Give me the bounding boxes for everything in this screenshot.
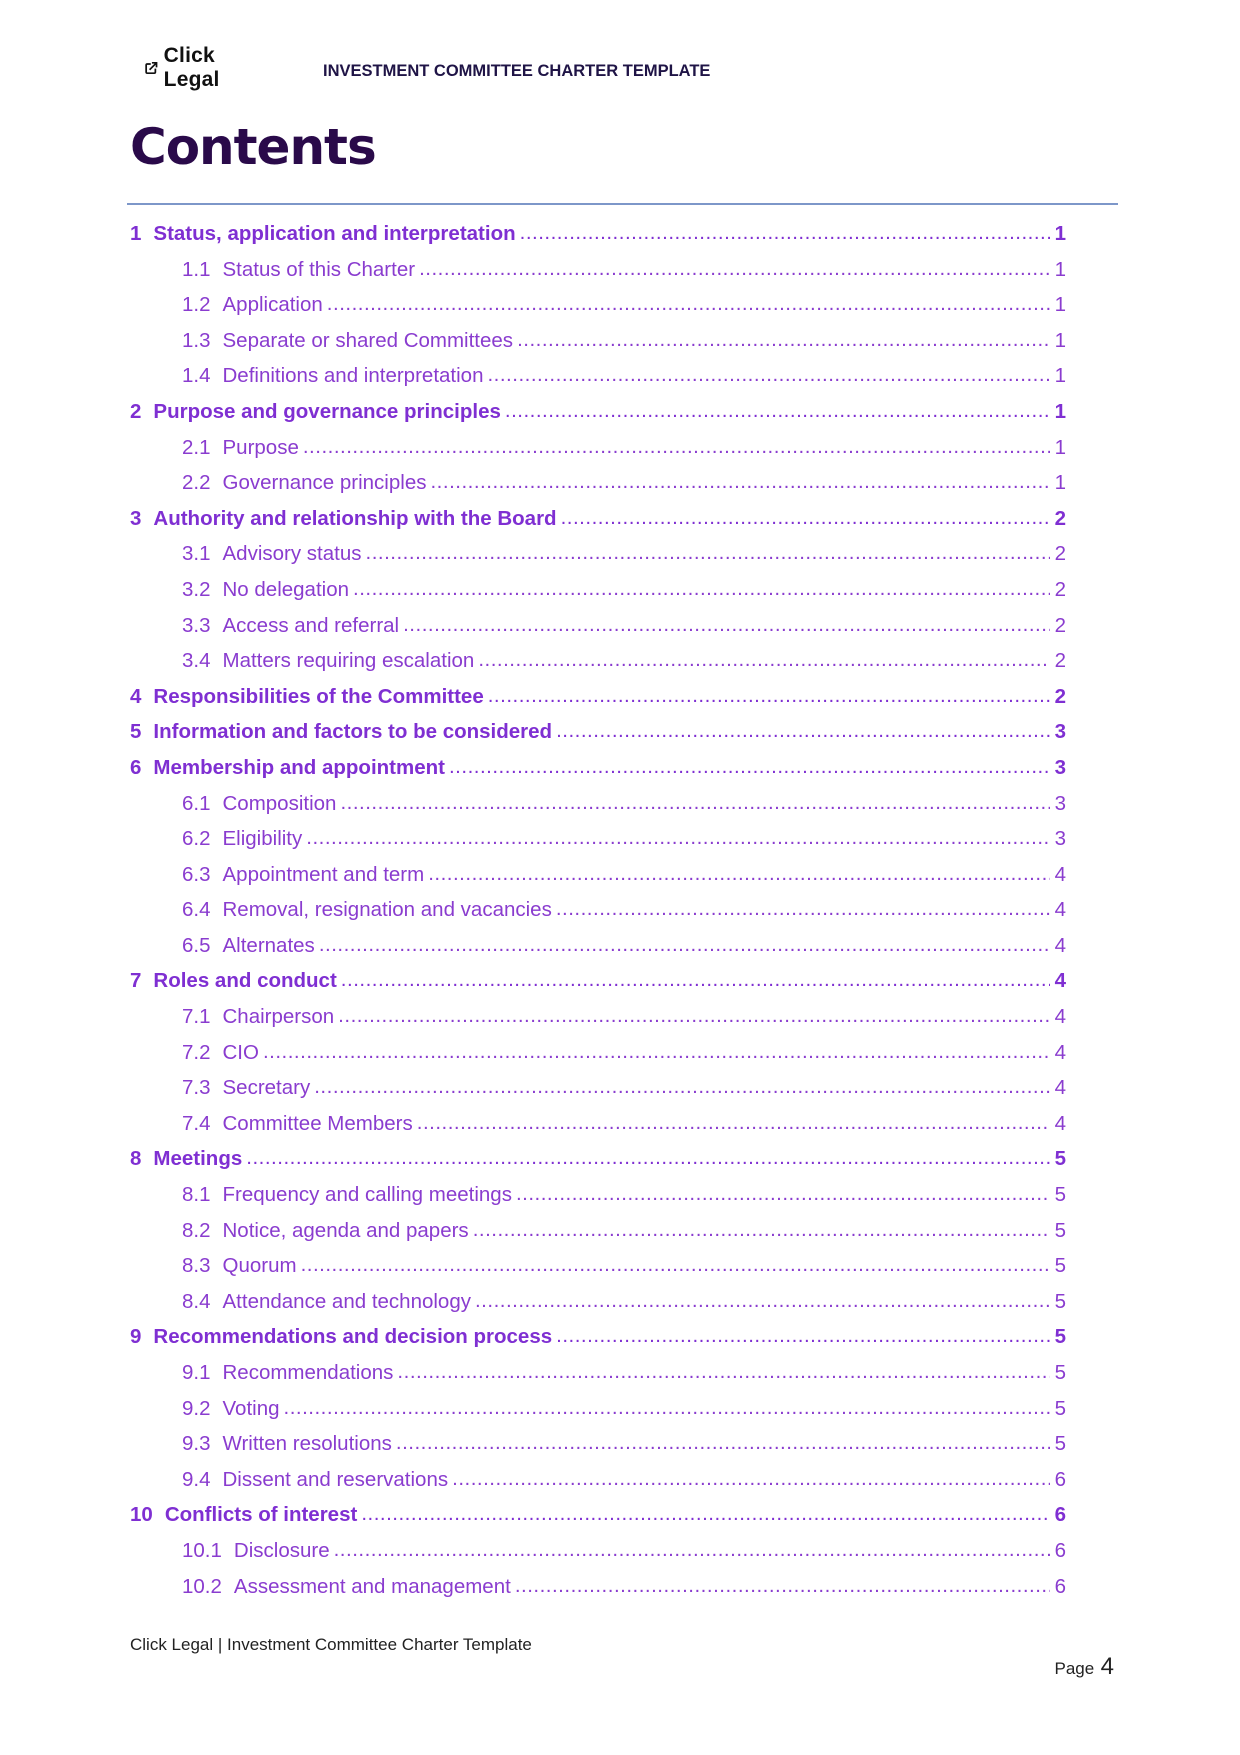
toc-entry-number: 6.3 (182, 862, 211, 886)
toc-entry-page: 5 (1054, 1218, 1066, 1242)
toc-entry-page: 5 (1054, 1432, 1066, 1456)
toc-entry-number: 3.4 (182, 649, 211, 673)
toc-entry-page: 3 (1054, 755, 1066, 779)
toc-entry-page: 2 (1054, 613, 1066, 637)
toc-dot-leader (301, 1253, 1050, 1277)
toc-entry-number: 1 (130, 222, 142, 245)
toc-entry-page: 5 (1054, 1396, 1066, 1420)
toc-entry-subsection[interactable] (130, 1219, 1066, 1255)
toc-dot-leader (556, 719, 1050, 743)
toc-dot-leader (475, 1289, 1050, 1313)
toc-dot-leader (428, 862, 1050, 886)
toc-entry-subsection[interactable] (130, 1361, 1066, 1397)
toc-entry-number: 1.2 (182, 293, 211, 317)
toc-entry-number: 6.1 (182, 791, 211, 815)
toc-entry-section[interactable] (130, 685, 1066, 721)
toc-entry-title: Membership and appointment (153, 755, 445, 779)
toc-entry-page: 6 (1054, 1467, 1066, 1491)
toc-entry-number: 9.3 (182, 1432, 211, 1456)
toc-entry-page: 1 (1054, 222, 1066, 245)
toc-entry-title: Recommendations (222, 1361, 394, 1384)
toc-entry-title: Status, application and interpretation (153, 222, 516, 245)
toc-entry-page: 3 (1054, 827, 1066, 851)
toc-entry-title: Roles and conduct (153, 969, 337, 993)
toc-entry-subsection[interactable] (130, 863, 1066, 899)
toc-entry-number: 7.3 (182, 1076, 211, 1100)
toc-dot-leader (338, 1004, 1050, 1028)
toc-dot-leader (246, 1146, 1050, 1170)
document-title: INVESTMENT COMMITTEE CHARTER TEMPLATE (323, 62, 711, 80)
toc-entry-subsection[interactable] (130, 1290, 1066, 1326)
toc-dot-leader (488, 684, 1050, 708)
toc-entry-number: 10.2 (182, 1574, 222, 1598)
toc-entry-subsection[interactable] (130, 792, 1066, 828)
toc-entry-subsection[interactable] (130, 364, 1066, 400)
toc-entry-subsection[interactable] (130, 649, 1066, 685)
toc-entry-title: Attendance and technology (222, 1289, 471, 1313)
toc-entry-subsection[interactable] (130, 1432, 1066, 1468)
toc-entry-page: 6 (1054, 1538, 1066, 1562)
toc-entry-number: 7 (130, 969, 142, 993)
toc-entry-page: 2 (1054, 542, 1066, 566)
toc-entry-page: 3 (1054, 791, 1066, 815)
toc-entry-page: 4 (1054, 1005, 1066, 1029)
toc-dot-leader (556, 1324, 1050, 1348)
toc-entry-page: 6 (1054, 1574, 1066, 1598)
toc-dot-leader (520, 221, 1050, 245)
toc-dot-leader (556, 897, 1050, 921)
toc-entry-number: 9 (130, 1325, 142, 1349)
toc-entry-subsection[interactable] (130, 1076, 1066, 1112)
toc-dot-leader (430, 470, 1050, 494)
toc-entry-title: Committee Members (222, 1111, 413, 1135)
toc-entry-subsection[interactable] (130, 898, 1066, 934)
toc-dot-leader (340, 791, 1050, 815)
toc-entry-number: 8.1 (182, 1183, 211, 1207)
toc-dot-leader (361, 1502, 1050, 1526)
toc-entry-page: 4 (1054, 862, 1066, 886)
toc-entry-subsection[interactable] (130, 1468, 1066, 1504)
click-legal-logo (145, 44, 229, 92)
toc-entry-subsection[interactable] (130, 1254, 1066, 1290)
toc-entry-subsection[interactable] (130, 1112, 1066, 1148)
toc-entry-page: 1 (1054, 328, 1066, 352)
table-of-contents (130, 222, 1066, 1610)
toc-entry-subsection[interactable] (130, 258, 1066, 294)
toc-entry-title: Authority and relationship with the Board (153, 506, 557, 530)
toc-entry-number: 8.4 (182, 1289, 211, 1313)
toc-dot-leader (397, 1360, 1050, 1384)
toc-dot-leader (263, 1040, 1050, 1064)
toc-entry-title: Frequency and calling meetings (222, 1183, 512, 1207)
toc-entry-subsection[interactable] (130, 578, 1066, 614)
toc-entry-section[interactable] (130, 756, 1066, 792)
toc-dot-leader (341, 968, 1050, 992)
toc-entry-section[interactable] (130, 969, 1066, 1005)
toc-entry-subsection[interactable] (130, 1005, 1066, 1041)
toc-dot-leader (334, 1538, 1050, 1562)
toc-dot-leader (561, 506, 1050, 530)
toc-entry-title: Quorum (222, 1254, 297, 1278)
toc-dot-leader (478, 648, 1050, 672)
toc-entry-title: Access and referral (222, 613, 400, 637)
toc-dot-leader (417, 1111, 1050, 1135)
toc-entry-page: 5 (1054, 1325, 1066, 1349)
toc-entry-title: Written resolutions (222, 1432, 392, 1456)
toc-entry-title: Voting (222, 1396, 280, 1420)
toc-dot-leader (353, 577, 1050, 601)
toc-entry-number: 8 (130, 1147, 142, 1171)
toc-entry-title: Chairperson (222, 1005, 335, 1029)
toc-entry-subsection[interactable] (130, 1041, 1066, 1077)
toc-dot-leader (303, 435, 1050, 459)
toc-entry-page: 1 (1054, 257, 1066, 281)
heading-divider (127, 203, 1118, 205)
toc-entry-number: 4 (130, 684, 142, 708)
toc-entry-title: Definitions and interpretation (222, 364, 484, 388)
toc-dot-leader (284, 1396, 1051, 1420)
toc-entry-number: 7.1 (182, 1005, 211, 1029)
toc-entry-subsection[interactable] (130, 293, 1066, 329)
toc-entry-title: Information and factors to be considered (153, 720, 553, 744)
contents-heading: Contents (130, 118, 376, 176)
toc-entry-title: Meetings (153, 1147, 243, 1171)
toc-entry-number: 6.4 (182, 898, 211, 922)
toc-entry-page: 4 (1054, 898, 1066, 922)
toc-entry-number: 8.3 (182, 1254, 211, 1278)
toc-entry-title: Governance principles (222, 471, 427, 495)
toc-entry-page: 2 (1054, 506, 1066, 530)
toc-dot-leader (327, 292, 1050, 316)
toc-entry-number: 3 (130, 506, 142, 530)
toc-entry-number: 3.1 (182, 542, 211, 566)
page-label: Page (1054, 1659, 1095, 1678)
toc-entry-page: 1 (1054, 364, 1066, 388)
page-number-footer (1054, 1653, 1114, 1681)
toc-dot-leader (487, 363, 1050, 387)
toc-entry-number: 10 (130, 1503, 153, 1527)
toc-entry-section[interactable] (130, 1503, 1066, 1539)
toc-dot-leader (306, 826, 1050, 850)
toc-entry-page: 4 (1054, 969, 1066, 993)
toc-dot-leader (517, 328, 1050, 352)
toc-entry-subsection[interactable] (130, 934, 1066, 970)
toc-entry-title: Separate or shared Committees (222, 328, 514, 352)
toc-entry-page: 1 (1054, 293, 1066, 317)
toc-entry-page: 4 (1054, 1111, 1066, 1135)
toc-entry-title: Dissent and reservations (222, 1467, 449, 1491)
toc-entry-page: 2 (1054, 577, 1066, 601)
toc-entry-number: 6.2 (182, 827, 211, 851)
toc-entry-title: Recommendations and decision process (153, 1325, 553, 1349)
toc-entry-subsection[interactable] (130, 1539, 1066, 1575)
toc-entry-subsection[interactable] (130, 1397, 1066, 1433)
toc-dot-leader (419, 257, 1050, 281)
toc-entry-title: Removal, resignation and vacancies (222, 898, 552, 922)
toc-entry-number: 9.4 (182, 1467, 211, 1491)
toc-entry-number: 1.3 (182, 328, 211, 352)
toc-dot-leader (505, 399, 1050, 423)
toc-entry-section[interactable] (130, 507, 1066, 543)
toc-dot-leader (396, 1431, 1050, 1455)
toc-entry-title: Composition (222, 791, 337, 815)
toc-entry-page: 5 (1054, 1254, 1066, 1278)
toc-entry-title: Responsibilities of the Committee (153, 684, 484, 708)
toc-entry-number: 2.2 (182, 471, 211, 495)
external-link-logo-icon (145, 57, 158, 79)
toc-entry-page: 4 (1054, 1040, 1066, 1064)
toc-entry-title: Matters requiring escalation (222, 649, 475, 673)
toc-entry-title: CIO (222, 1040, 259, 1064)
toc-entry-title: Purpose (222, 435, 299, 459)
toc-entry-number: 7.4 (182, 1111, 211, 1135)
toc-entry-page: 2 (1054, 684, 1066, 708)
toc-dot-leader (366, 541, 1051, 565)
toc-entry-subsection[interactable] (130, 827, 1066, 863)
toc-entry-number: 9.2 (182, 1396, 211, 1420)
toc-entry-title: Secretary (222, 1076, 311, 1100)
toc-entry-number: 3.2 (182, 577, 211, 601)
toc-entry-page: 5 (1054, 1361, 1066, 1384)
toc-entry-title: Purpose and governance principles (153, 399, 501, 423)
toc-entry-page: 1 (1054, 471, 1066, 495)
toc-entry-number: 2 (130, 399, 142, 423)
toc-entry-number: 10.1 (182, 1538, 222, 1562)
toc-entry-page: 4 (1054, 1076, 1066, 1100)
toc-entry-title: Status of this Charter (222, 257, 416, 281)
toc-entry-title: Advisory status (222, 542, 362, 566)
toc-entry-page: 5 (1054, 1289, 1066, 1313)
toc-entry-title: Notice, agenda and papers (222, 1218, 469, 1242)
toc-entry-subsection[interactable] (130, 471, 1066, 507)
toc-entry-title: No delegation (222, 577, 350, 601)
toc-entry-number: 5 (130, 720, 142, 744)
logo-text: Click Legal (163, 44, 220, 91)
toc-entry-title: Alternates (222, 933, 315, 957)
toc-entry-section[interactable] (130, 222, 1066, 258)
toc-dot-leader (314, 1075, 1050, 1099)
toc-entry-page: 4 (1054, 933, 1066, 957)
toc-entry-title: Eligibility (222, 827, 303, 851)
toc-entry-page: 5 (1054, 1183, 1066, 1207)
toc-entry-section[interactable] (130, 400, 1066, 436)
toc-entry-page: 1 (1054, 435, 1066, 459)
toc-entry-title: Application (222, 293, 323, 317)
toc-entry-number: 6 (130, 755, 142, 779)
toc-entry-page: 1 (1054, 399, 1066, 423)
toc-entry-subsection[interactable] (130, 329, 1066, 365)
toc-entry-title: Disclosure (233, 1538, 330, 1562)
toc-entry-number: 9.1 (182, 1361, 211, 1384)
toc-dot-leader (449, 755, 1050, 779)
toc-entry-page: 5 (1054, 1147, 1066, 1171)
toc-entry-number: 8.2 (182, 1218, 211, 1242)
toc-entry-title: Assessment and management (233, 1574, 511, 1598)
toc-entry-number: 6.5 (182, 933, 211, 957)
toc-entry-number: 7.2 (182, 1040, 211, 1064)
toc-entry-section[interactable] (130, 1147, 1066, 1183)
toc-dot-leader (515, 1574, 1050, 1598)
toc-dot-leader (473, 1218, 1050, 1242)
toc-entry-subsection[interactable] (130, 1183, 1066, 1219)
toc-entry-section[interactable] (130, 720, 1066, 756)
toc-entry-subsection[interactable] (130, 436, 1066, 472)
toc-entry-page: 6 (1054, 1503, 1066, 1527)
toc-dot-leader (403, 613, 1050, 637)
toc-entry-page: 3 (1054, 720, 1066, 744)
toc-entry-section[interactable] (130, 1325, 1066, 1361)
toc-dot-leader (319, 933, 1050, 957)
toc-entry-number: 2.1 (182, 435, 211, 459)
footer-text: Click Legal | Investment Committee Charter Template (130, 1635, 532, 1654)
page-number: 4 (1100, 1653, 1114, 1680)
toc-entry-subsection[interactable] (130, 1575, 1066, 1611)
toc-entry-title: Conflicts of interest (164, 1503, 358, 1527)
toc-entry-number: 3.3 (182, 613, 211, 637)
toc-entry-subsection[interactable] (130, 542, 1066, 578)
toc-dot-leader (452, 1467, 1050, 1491)
toc-entry-number: 1.1 (182, 257, 211, 281)
toc-entry-title: Appointment and term (222, 862, 425, 886)
toc-dot-leader (516, 1182, 1050, 1206)
toc-entry-subsection[interactable] (130, 614, 1066, 650)
toc-entry-page: 2 (1054, 649, 1066, 673)
toc-entry-number: 1.4 (182, 364, 211, 388)
